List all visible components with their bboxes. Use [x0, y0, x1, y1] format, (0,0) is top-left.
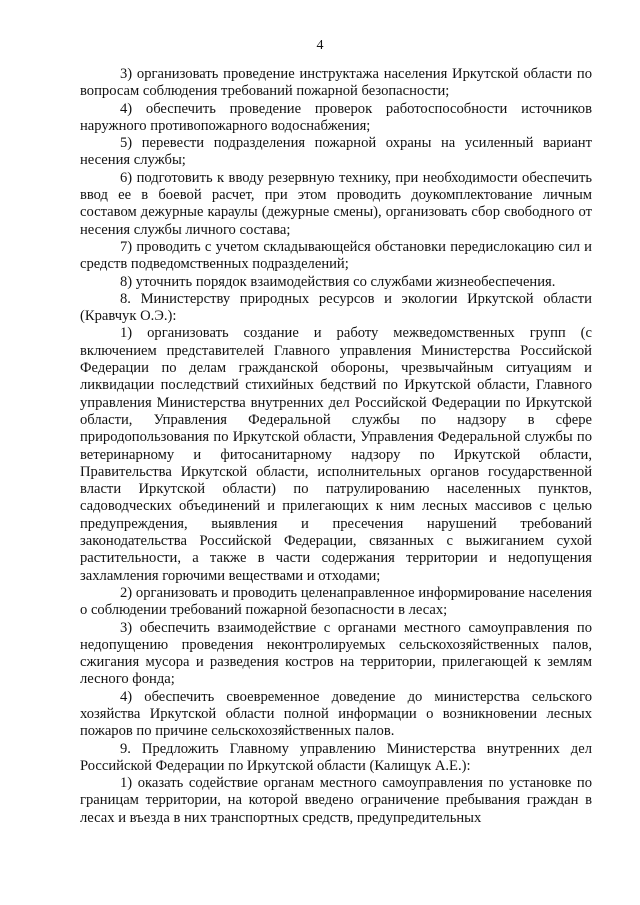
paragraph: 8) уточнить порядок взаимодействия со службами жизнеобеспечения.: [120, 273, 556, 290]
page-number: 4: [316, 38, 324, 53]
document-body: [80, 66, 592, 827]
paragraph: 3) обеспечить взаимодействие с органами местного самоуправления по недопущению проведения неконтролируемых сельскохозяйственных палов, сжигания мусора и разведения костров на территории, прилегающей к землям лесного фонда;: [80, 619, 592, 688]
paragraph: 1) организовать создание и работу межведомственных групп (с включением представителей Главного управления Министерства Российской Федерации по делам гражданской обороны, чрезвычайным ситуациям и ликвидации последствий стихийных бедствий по Иркутской области, Главного управления Министерства внутренних дел Российской Федерации по Иркутской области, Управления Федеральной службы по надзору в сфере природопользования по Иркутской области, Управления Федеральной службы по ветеринарному и фитосанитарному надзору по Иркутской области, Правительства Иркутской области, исполнительных органов государственной власти Иркутской области) по патрулированию населенных пунктов, садоводческих объединений и прилегающих к ним лесных массивов с целью предупреждения, выявления и пресечения нарушений требований законодательства Российской Федерации, связанных с выжиганием сухой растительности, а также в части содержания территории и недопущения захламления горючими веществами и отходами;: [80, 325, 592, 584]
paragraph: 3) организовать проведение инструктажа населения Иркутской области по вопросам соблюдения требований пожарной безопасности;: [80, 66, 592, 100]
paragraph: 6) подготовить к вводу резервную технику, при необходимости обеспечить ввод ее в боевой расчет, при этом проводить доукомплектование личным составом дежурные караулы (дежурные смены), организовать сбор свободного от несения службы личного состава;: [80, 169, 592, 238]
paragraph: 4) обеспечить своевременное доведение до министерства сельского хозяйства Иркутской области полной информации о возникновении лесных пожаров по причине сельскохозяйственных палов.: [80, 688, 592, 740]
paragraph: 2) организовать и проводить целенаправленное информирование населения о соблюдении требований пожарной безопасности в лесах;: [80, 584, 592, 619]
paragraph: 7) проводить с учетом складывающейся обстановки передислокацию сил и средств подведомственных подразделений;: [80, 238, 592, 273]
section-heading-paragraph: 9. Предложить Главному управлению Министерства внутренних дел Российской Федерации по Иркутской области (Калищук А.Е.):: [80, 740, 592, 774]
section-heading-paragraph: 8. Министерству природных ресурсов и экологии Иркутской области (Кравчук О.Э.):: [80, 290, 592, 325]
paragraph: 1) оказать содействие органам местного самоуправления по установке по границам территории, на которой введено ограничение пребывания граждан в лесах и въезда в них транспортных средств, предупредительных: [80, 775, 592, 826]
paragraph: 4) обеспечить проведение проверок работоспособности источников наружного противопожарного водоснабжения;: [80, 100, 592, 134]
paragraph: 5) перевести подразделения пожарной охраны на усиленный вариант несения службы;: [80, 135, 592, 169]
